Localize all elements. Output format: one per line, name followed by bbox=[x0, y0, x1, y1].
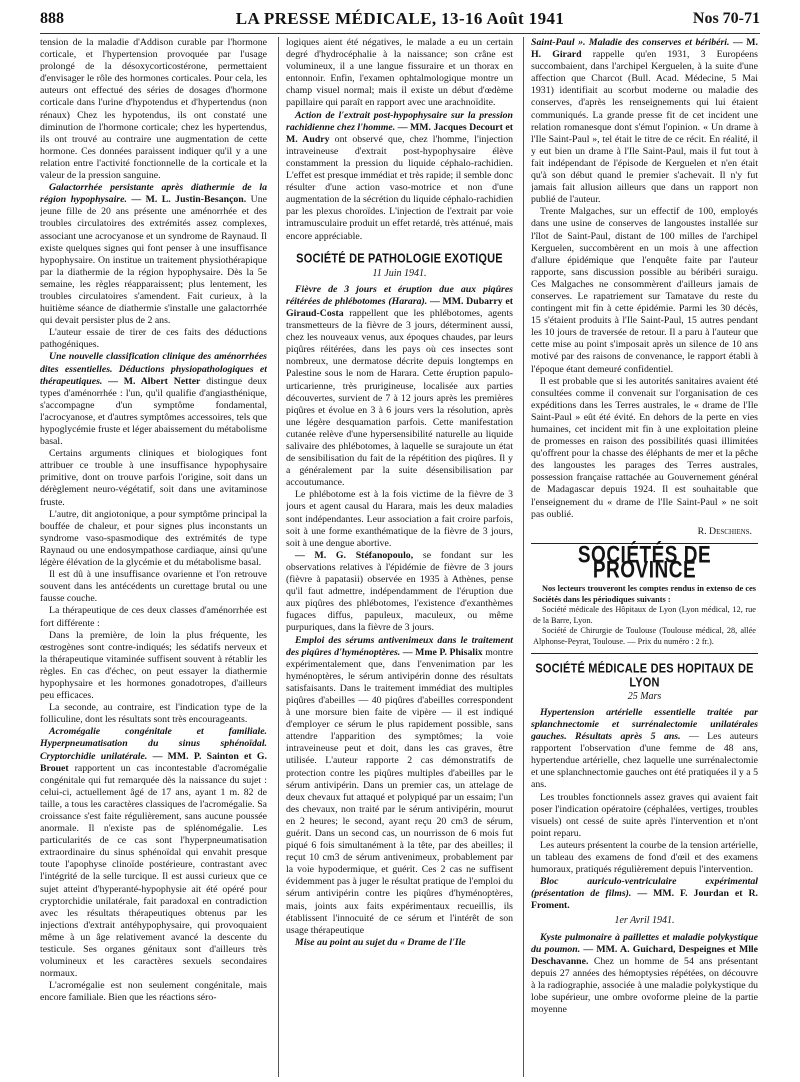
article-authors: — M. H. Girard bbox=[531, 37, 758, 61]
article-authors: — MM. Jacques Decourt et M. Audry bbox=[286, 121, 513, 145]
article-title: Galactorrhée persistante après diathermie de la région hypophysaire. bbox=[40, 182, 267, 206]
note-entry: Société médicale des Hôpitaux de Lyon (Lyon médical, 12, rue de la Barre, Lyon. bbox=[533, 605, 756, 625]
page-header bbox=[40, 10, 760, 32]
paragraph-text: La thérapeutique de ces deux classes d'aménorrhée est fort différente : bbox=[40, 605, 267, 629]
article-title: Fièvre de 3 jours et éruption due aux piqûres réitérées de phlébotomes (Harara). bbox=[286, 283, 513, 307]
article-authors: — MM. A. Guichard, Despeignes et Mlle Deschavanne. bbox=[531, 943, 758, 967]
column-3 bbox=[531, 37, 758, 1077]
paragraph bbox=[40, 726, 267, 980]
column-divider bbox=[278, 37, 279, 1077]
paragraph bbox=[40, 351, 267, 448]
section-rule bbox=[531, 653, 758, 654]
column-1 bbox=[40, 37, 267, 1077]
paragraph-text: — Les auteurs rapportent l'observation d'une femme de 48 ans, hypertendue artérielle, chez laquelle une surrénalectomie et une splanchnectomie gauches ont été pratiquées il y a 5 ans. bbox=[531, 731, 758, 791]
paragraph bbox=[531, 206, 758, 375]
paragraph-text: logiques aient été négatives, le malade a eu un certain degré d'hydrocéphalie à la naissance; son crâne est volumineux, il a une langue fissuraire et un thorax en entonnoir. Enfin, l'examen ophtalmologique montre un champ visuel normal; mais il existe un début d'œdème papillaire qui paraît en rapport avec une arachnoïdite. bbox=[286, 37, 513, 109]
note-intro: Nos lecteurs trouveront les comptes rendus in extenso de ces Sociétés dans les périodiques suivants : bbox=[533, 584, 756, 604]
paragraph-text: Il est probable que si les autorités sanitaires avaient été consultées comme il convenait sur l'organisation de ces expéditions dans les Terres australes, le « drame de l'Ile Saint-Paul » eût été évité. En dehors de la perte en vies humaines, cet incident mit fin à une exploitation pleine de promesses en raison des possibilités quasi illimitées qu'offrent pour la chasse des éléphants de mer et la pêche des langoustes les parages des Terres australes, possession française rattachée au Gouvernement général de Madagascar depuis 1924. Il est souhaitable que l'enseignement du « drame de l'Ile Saint-Paul » ne soit pas oublié. bbox=[531, 375, 758, 520]
paragraph-text: tension de la maladie d'Addison curable par l'hormone corticale, et l'hypertension provoquée par l'usage prolongé de la désoxycorticostérone, permettaient d'envisager le rôle des hormones corticales. Pour cela, les auteurs ont effectué des séries de dosages d'hormone corticale dans l'urine d'hypotendus et d'hypertendus (non rénaux) Chez les hypotendus, ils ont constaté une diminution de l'hormone corticale; chez les hypertendus, ils ont trouvé au contraire une augmentation de cette hormone. Ces données paraissent indiquer qu'il y a une relation entre l'activité fonctionnelle de la corticale et la valeur de la pression sanguine. bbox=[40, 37, 267, 182]
paragraph bbox=[286, 550, 513, 635]
paragraph bbox=[531, 840, 758, 876]
paragraph bbox=[40, 630, 267, 703]
paragraph bbox=[286, 489, 513, 549]
column-divider bbox=[523, 37, 524, 1077]
article-authors: — M. L. Justin-Besançon. bbox=[131, 194, 247, 206]
paragraph-text: rappelle qu'en 1931, 3 Européens succombaient, dans l'archipel Kerguelen, à la suite d'une affection que Charcot (Bull. Acad. Médecine, 5 Mai 1931) identifiait au scorbut moderne ou maladie des conserves, d'après les renseignements qui lui étaient communiqués. La grande presse fit de cet incident une relation romanesque dont s'émut l'opinion. « Un drame à l'Ile Saint-Paul », tel était le titre de ce récit. En réalité, il y eut bien un drame à l'Ile Saint-Paul, mais il fut tout à fait indépendant de l'épisode de Kerguelen et n'en était qu'à son début quand le premier s'achevait. Il n'y fut jamais fait allusion ailleurs que dans un rapport non publié de l'auteur. bbox=[531, 49, 758, 206]
paragraph bbox=[531, 876, 758, 912]
paragraph bbox=[40, 448, 267, 508]
paragraph bbox=[531, 376, 758, 521]
paragraph-text: montre expérimentalement que, dans l'envenimation par les hyménoptères, le sérum antivipérin donne des résultats satisfaisants. Dans le traitement immédiat des multiples piqûres d'abeilles — 40 piqûres d'abeilles correspondent à une morsure bien faite de vipère — il est indiqué d'employer ce sérum le plus rapidement possible, sans attendre l'apparition des symptômes; la voie intraveineuse peut et doit, dans les cas graves, être utilisée. L'auteur rapporte 2 cas démonstratifs de protection contre les piqûres multiples d'abeilles par le sérum antivipérin. Dans un premier cas, un attelage de deux chevaux fut attaqué et polypiqué par un essaim; l'un des chevaux, non traité par le sérum antivipérin, mourut en 2 heures; le second, ayant reçu 20 cm3 de sérum, guérit. Dans un second cas, un nourrisson de 6 mois fut piqué 6 fois simultanément à la tête, par des abeilles; il reçut 10 cm3 de sérum antivenimeux, probablement par la voie hypodermique, et guérit. Ces 2 cas ne suffisent évidemment pas à juger le résultat pratique de l'emploi du sérum antivipérin contre les piqûres d'hyménoptères, mais, joints aux faits expérimentaux recueillis, ils établissent l'innocuité de ce sérum et l'intérêt de son usage thérapeutique bbox=[286, 646, 513, 936]
article-authors: — M. G. Stéfanopoulo, bbox=[295, 549, 414, 561]
article-title: Kyste pulmonaire à paillettes et maladie polykystique du poumon. bbox=[531, 931, 758, 955]
article-title: Hypertension artérielle essentielle traitée par splanchnectomie et surrénalectomie unilatérales gauches. Résultats après 5 ans. bbox=[531, 706, 758, 743]
paragraph bbox=[531, 932, 758, 1017]
paragraph-text: ont observé que, chez l'homme, l'injection intraveineuse d'extrait post-hypophysaire élève constamment la pression du liquide céphalo-rachidien. L'effet est presque immédiat et très rapide; il semble donc résulter d'une action vaso-motrice et non d'une augmentation de la sécrétion du liquide céphalo-rachidien par les plexus choroïdes. L'injection de l'extrait par voie intramusculaire produit un effet retardé, très atténué, mais encore appréciable. bbox=[286, 133, 513, 242]
paragraph-text: Trente Malgaches, sur un effectif de 100, employés dans une usine de conserves de langoustes installée sur l'îlot de Saint-Paul, distant de 100 milles de l'archipel Kerguelen, succombèrent en un mois à une affection d'allure épidémique que l'enquête faite par l'auteur rapporte, sans discussion possible au béribéri suraigu. Ces Malgaches ne consommèrent d'ailleurs jamais de conserves. Le rapatriement sur Tamatave du reste du contingent mit fin à cette épidémie. Parmi les 30 décès, 15 s'étaient produits à l'Ile Saint-Paul, 15 autres pendant les 10 jours de traversée de retour. Il a paru à l'auteur que cette mise au point s'imposait après un silence de 10 ans motivé par des raisons de convenance, le rapport établi à l'époque étant demeuré confidentiel. bbox=[531, 206, 758, 375]
paragraph bbox=[40, 37, 267, 182]
paragraph bbox=[286, 37, 513, 110]
article-title: Emploi des sérums antivenimeux dans le traitement des piqûres d'hyménoptères. bbox=[286, 634, 513, 658]
paragraph-text: Certains arguments cliniques et biologiques font attribuer ce trouble à une insuffisance hypophysaire primitive, dont on trouve parfois l'origine, soit dans un dérèglement neuro-végétatif, soit dans une avitaminose fruste. bbox=[40, 448, 267, 508]
paragraph-text: L'auteur essaie de tirer de ces faits des déductions pathogéniques. bbox=[40, 327, 267, 351]
paragraph bbox=[286, 284, 513, 490]
paragraph bbox=[531, 37, 758, 206]
paragraph-text: rappellent que les phlébotomes, agents transmetteurs de la fièvre de 3 jours, déterminent aussi, chez les nouveaux venus, aux époques chaudes, par leurs piqûres réitérées, dans les pays où ces insectes sont nombreux, une dermatose décrite depuis longtemps en Palestine sous le nom de Harara. Cette éruption papulo-urticarienne, très prurigineuse, localisée aux parties découvertes, survient de 7 à 12 jours après les premières piqûres et évolue en 3 à 6 jours vers la résolution, après une légère desquamation parfois. Cette manifestation cutanée relève d'une hypersensibilité naturelle au liquide salivaire des phlébotomes, à laquelle se surajoute un état de sensibilisation du fait de la répétition des piqûres. Il y a généralement par la suite désensibilisation par accoutumance. bbox=[286, 307, 513, 489]
session-date: 11 Juin 1941. bbox=[372, 267, 427, 279]
article-authors: — M. Albert Netter bbox=[108, 375, 201, 387]
paragraph bbox=[40, 569, 267, 605]
article-authors: — MM. F. Jourdan et R. Froment. bbox=[531, 888, 758, 912]
paragraph bbox=[40, 605, 267, 629]
paragraph bbox=[531, 792, 758, 840]
paragraph bbox=[286, 635, 513, 937]
page-number: 888 bbox=[40, 10, 64, 27]
issue-number: Nos 70-71 bbox=[692, 10, 760, 27]
paragraph-text: La seconde, au contraire, est l'indication type de la folliculine, dont les résultats sont très encourageants. bbox=[40, 702, 267, 726]
article-authors: — MM. Dubarry et Giraud-Costa bbox=[286, 295, 513, 319]
section-title: SOCIÉTÉS DE PROVINCE bbox=[577, 542, 712, 584]
paragraph-text: Il est dû à une insuffisance ovarienne et l'on retrouve souvent dans les antécédents un curettage brutal ou une fausse couche. bbox=[40, 569, 267, 605]
paragraph bbox=[40, 980, 267, 1004]
paragraph-text: Une jeune fille de 20 ans présente une aménorrhée et des troubles circulatoires des extrémités assez complexes, associant une acrocyanose et un syndrome de Raynaud. Il existe quelques signes qui font penser à une insuffisance hypophysaire. On institue un traitement physiothérapique par la diathermie de la région hypophysaire. Dès la 5e semaine, les règles réapparaissent; plus lentement, les troubles circulatoires s'amendent. Fait curieux, à la huitième séance de diathermie s'installe une galactorrhée qui devait persister plus de 2 ans. bbox=[40, 194, 267, 327]
paragraph bbox=[40, 509, 267, 569]
paragraph-text: Les auteurs présentent la courbe de la tension artérielle, un tableau des examens de fond d'œil et des examens humoraux, pratiqués régulièrement depuis l'intervention. bbox=[531, 839, 758, 876]
society-heading: SOCIÉTÉ DE PATHOLOGIE EXOTIQUE bbox=[296, 251, 503, 266]
article-title: Mise au point au sujet du « Drame de l'Ile bbox=[295, 936, 466, 948]
article-authors: — MM. P. Sainton et G. Brouet bbox=[40, 750, 267, 774]
paragraph-text: L'acromégalie est non seulement congénitale, mais encore familiale. Bien que les réactions séro- bbox=[40, 980, 267, 1004]
article-title: Action de l'extrait post-hypophysaire sur la pression rachidienne chez l'homme. bbox=[286, 109, 513, 133]
paragraph-text: Le phlébotome est à la fois victime de la fièvre de 3 jours et agent causal du Harara, mais les deux maladies sont indépendantes. Leur association a fait croire parfois, soit à une forme exanthématique de la fièvre de 3 jours, soit à une dengue abortive. bbox=[286, 489, 513, 549]
paragraph bbox=[286, 937, 513, 949]
paragraph-text: Les troubles fonctionnels assez graves qui avaient fait poser l'indication opératoire (céphalées, vertiges, troubles visuels) ont cessé de suite après l'intervention et n'ont point reparu. bbox=[531, 791, 758, 839]
paragraph-text: L'autre, dit angiotonique, a pour symptôme principal la bouffée de chaleur, et pour signes plus inconstants un syndrome vaso-spasmodique des extrémités de type Raynaud ou une endosympathose cardiaque, ainsi qu'une légère élévation de la glycémie et du métabolisme basal. bbox=[40, 508, 267, 569]
paragraph bbox=[40, 182, 267, 327]
session-date: 1er Avril 1941. bbox=[614, 915, 675, 927]
paragraph bbox=[40, 702, 267, 726]
session-date: 25 Mars bbox=[627, 690, 662, 702]
note-entry: Société de Chirurgie de Toulouse (Toulouse médical, 28, allée Alphonse-Peyrat, Toulouse. — Prix du numéro : 2 fr.). bbox=[533, 626, 756, 646]
society-heading: SOCIÉTÉ MÉDICALE DES HOPITAUX DE LYON bbox=[535, 661, 754, 690]
periodicals-note bbox=[533, 584, 756, 648]
paragraph-text: Dans la première, de loin la plus fréquente, les œstrogènes sont contre-indiqués; les sédatifs nerveux et la thérapeutique vitaminée suffisent souvent à rétablir les règles. En cas d'échec, on peut essayer la diathermie hypophysaire et les hormones gonadotropes, d'ailleurs peu efficaces. bbox=[40, 629, 267, 702]
paragraph bbox=[40, 327, 267, 351]
paragraph bbox=[531, 707, 758, 792]
article-authors: — Mme P. Phisalix bbox=[402, 646, 483, 658]
article-title: Saint-Paul ». Maladie des conserves et béribéri. bbox=[531, 37, 730, 48]
paragraph-text: distingue deux types d'aménorrhée : l'un, qu'il qualifie d'angiasthénique, s'accompagne d'un symptôme fondamental, l'acrocyanose, et d'autres symptômes accessoires, tels que hypoglycémie fruste et léger abaissement du métabolisme basal. bbox=[40, 375, 267, 448]
article-title: Une nouvelle classification clinique des aménorrhées dites essentielles. Déductions physiopathologiques et thérapeutiques. bbox=[40, 351, 267, 387]
paragraph bbox=[286, 110, 513, 243]
article-title: Acromégalie congénitale et familiale. Hyperpneumatisation du sinus sphénoïdal. Cryptorchidie unilatérale. bbox=[40, 726, 267, 762]
signature: R. Deschiens. bbox=[697, 525, 752, 537]
column-2 bbox=[286, 37, 513, 1077]
header-rule bbox=[40, 33, 760, 34]
journal-title: LA PRESSE MÉDICALE, 13-16 Août 1941 bbox=[235, 9, 565, 28]
article-title: Bloc auriculo-ventriculaire expérimental (présentation de films). bbox=[531, 876, 758, 900]
paragraph-text: rapportent un cas incontestable d'acromégalie congénitale qui fut remarquée dès la naissance du sujet : celui-ci, actuellement âgé de 17 ans, ayant 1 m. 82 de taille, a tous les caractères classiques de l'acromégalie. Sa croissance s'est faite régulièrement, sans aucune poussée anormale. Il n'existe pas de splénomégalie. Les particularités de ce cas sont l'hyperpneumatisation extraordinaire du sinus sphénoïdal qui envahit presque toute l'apophyse clinoïde postérieure, contrastant avec l'intégrité de la selle turcique. Il est aussi curieux que ce sujet atteint d'hyperanté-hypophysie ait été opéré pour cryptorchidie unilatérale, fait paradoxal en contradiction avec les résultats thérapeutiques obtenus par les injections d'extrait antéhypophysaire, qui provoquaient même à un âge relativement avancé la descente du testicule. Ses organes génitaux sont d'ailleurs très volumineux et les caractères sexuels secondaires normaux. bbox=[40, 762, 267, 980]
paragraph-text: Chez un homme de 54 ans présentant depuis 27 années des hémoptysies répétées, on découvre à la radiographie, associée à une maladie polykystique du lobe supérieur, une ombre ovoforme pleine de la partie moyenne bbox=[531, 955, 758, 1016]
paragraph-text: se fondant sur les observations relatives à l'épidémie de fièvre de 3 jours (fièvre à papatasii) observée en 1935 à Athènes, pense qu'il faut admettre, indépendamment de l'éruption due aux piqûres des phlébotomes, l'existence d'exanthèmes fugaces diffus, papuleux, maculeux, ou même purpuriques, dans la fièvre de 3 jours. bbox=[286, 549, 513, 634]
